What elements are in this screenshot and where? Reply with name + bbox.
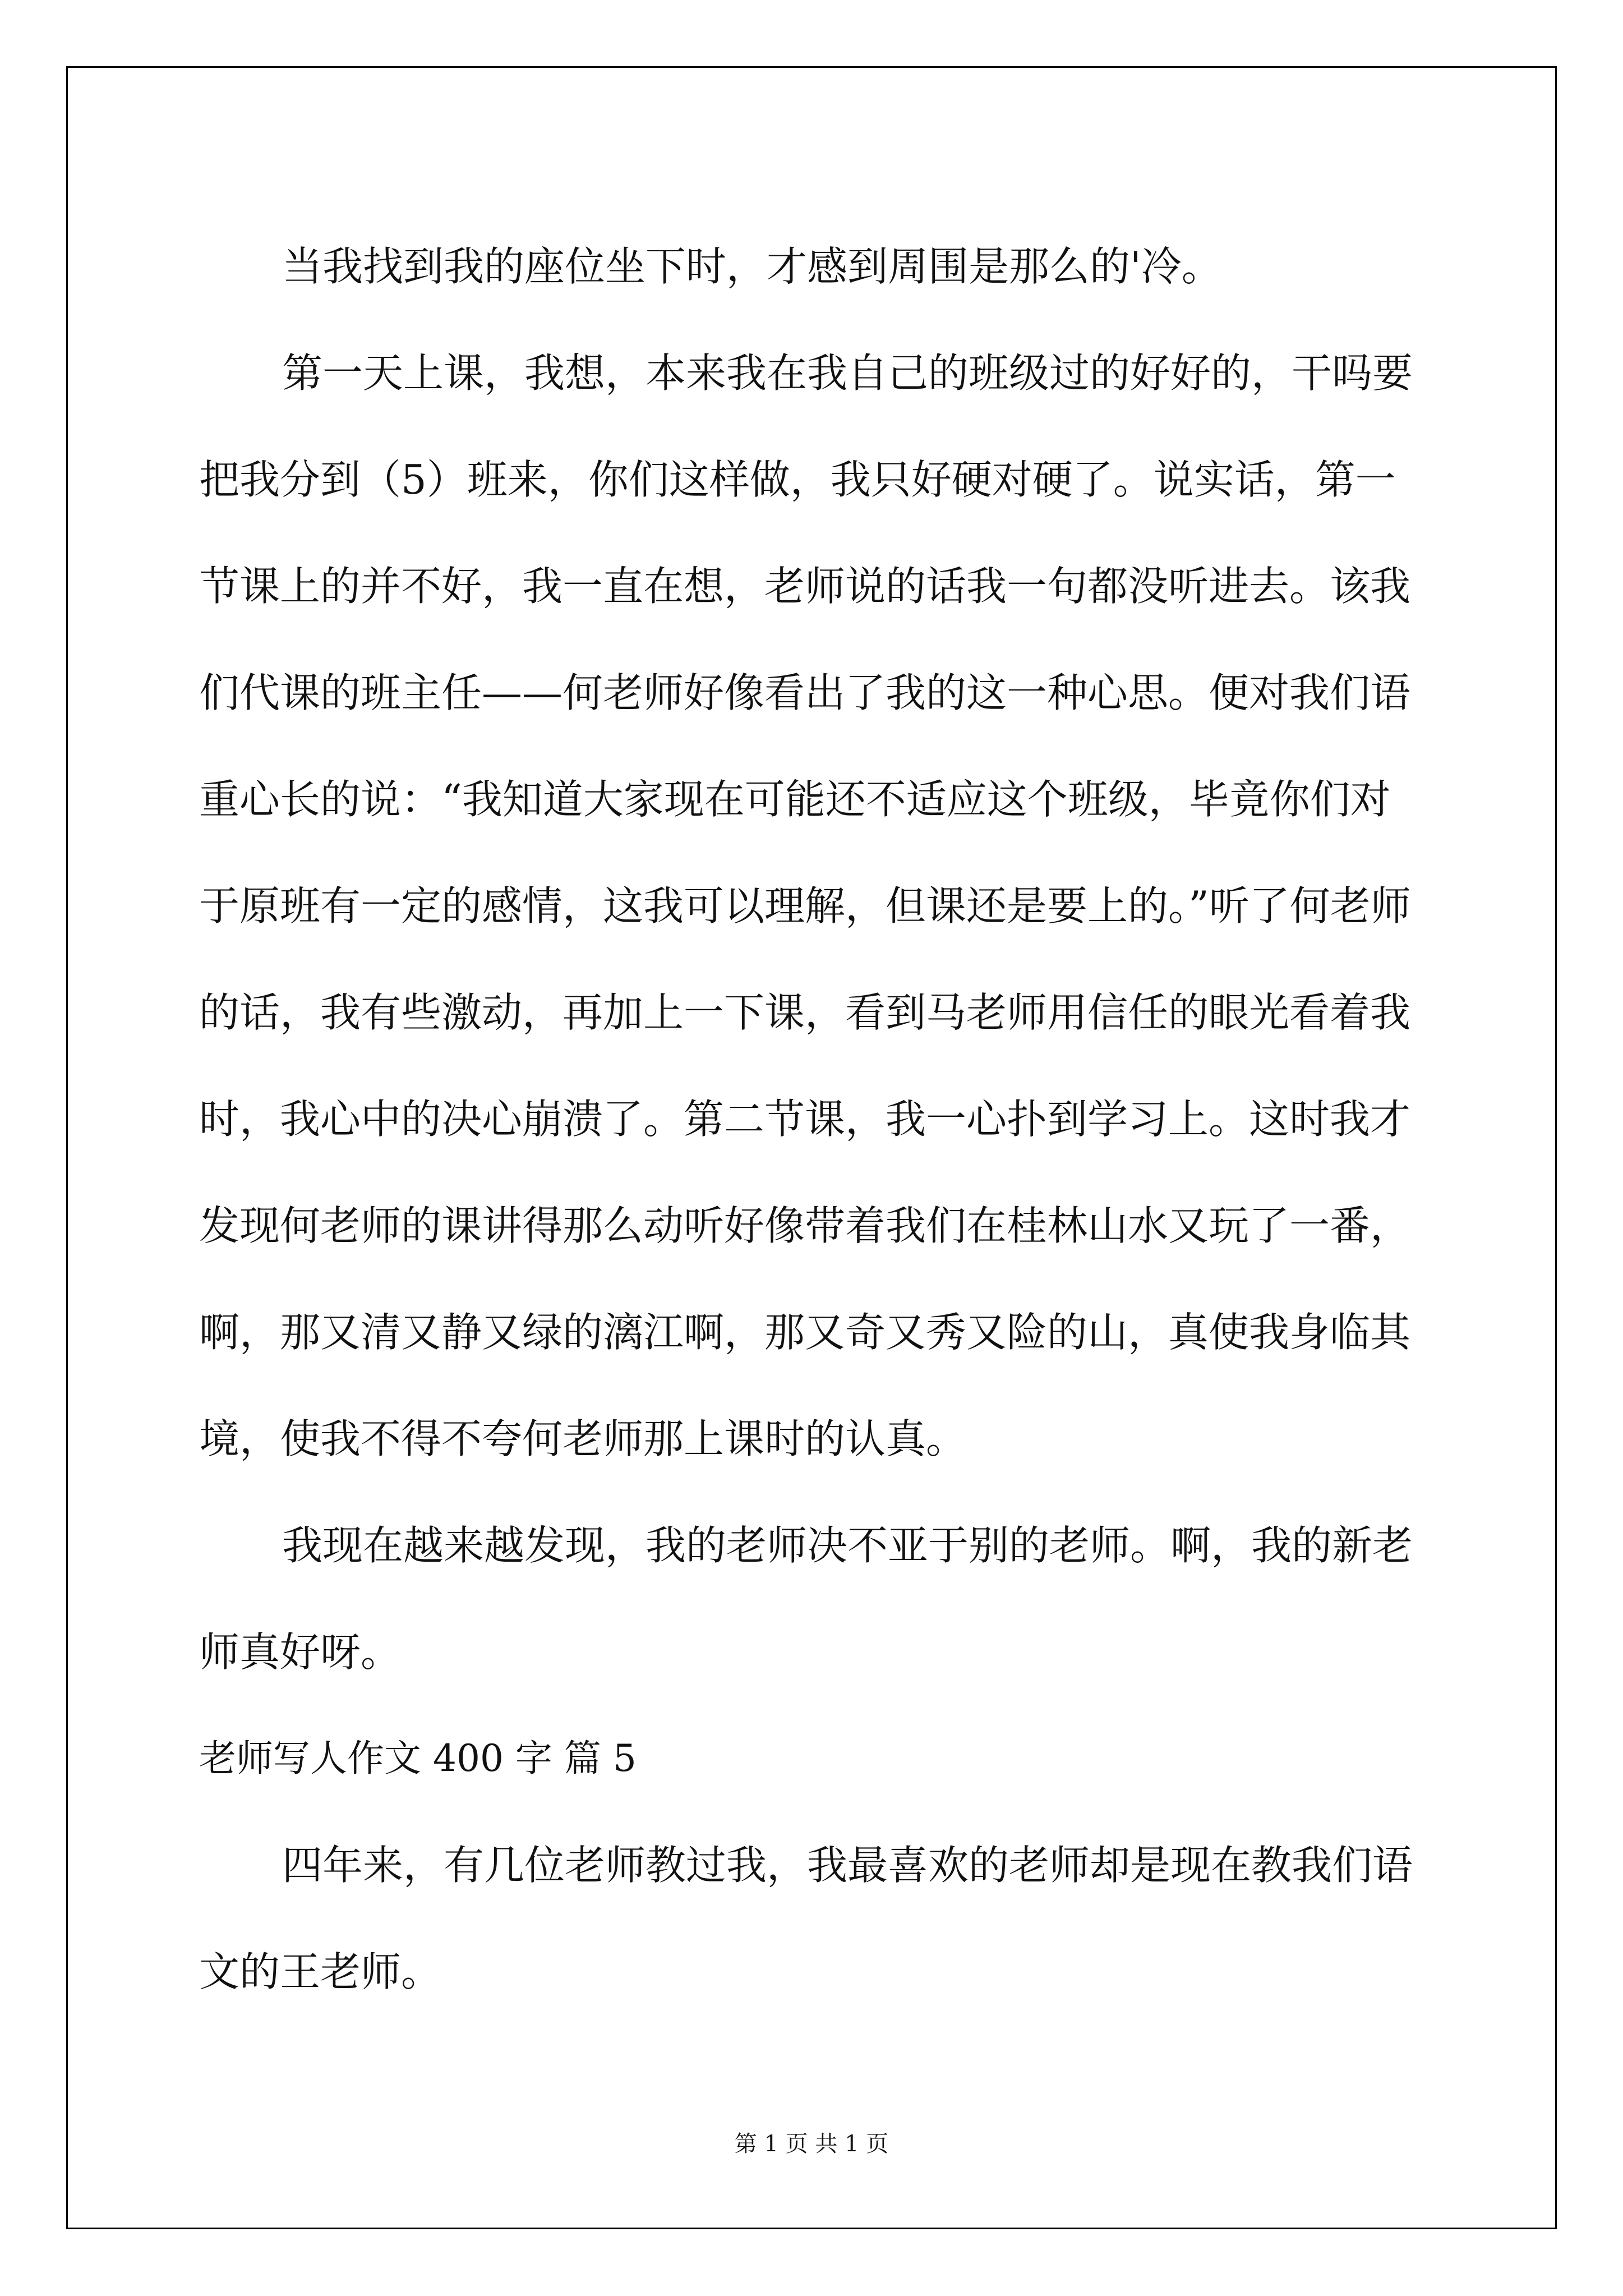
- document-body: [199, 213, 1430, 2025]
- paragraph: 四年来，有几位老师教过我，我最喜欢的老师却是现在教我们语文的王老师。: [199, 1842, 1413, 1995]
- section-heading: 老师写人作文 400 字 篇 5: [199, 1737, 637, 1780]
- page-number-footer: 第 1 页 共 1 页: [734, 2131, 889, 2157]
- paragraph: 我现在越来越发现，我的老师决不亚于别的老师。啊，我的新老师真好呀。: [199, 1522, 1413, 1676]
- paragraph: 当我找到我的座位坐下时，才感到周围是那么的'冷。: [282, 243, 1222, 290]
- paragraph: 第一天上课，我想，本来我在我自己的班级过的好好的，干吗要把我分到（5）班来，你们这样做，我只好硬对硬了。说实话，第一节课上的并不好，我一直在想，老师说的话我一句都没听进去。该我们代课的班主任——何老师好像看出了我的这一种心思。便对我们语重心长的说：“我知道大家现在可能还不适应这个班级，毕竟你们对于原班有一定的感情，这我可以理解，但课还是要上的。”听了何老师的话，我有些激动，再加上一下课，看到马老师用信任的眼光看着我时，我心中的决心崩溃了。第二节课，我一心扑到学习上。这时我才发现何老师的课讲得那么动听好像带着我们在桂林山水又玩了一番，啊，那又清又静又绿的漓江啊，那又奇又秀又险的山，真使我身临其境，使我不得不夸何老师那上课时的认真。: [199, 349, 1413, 1462]
